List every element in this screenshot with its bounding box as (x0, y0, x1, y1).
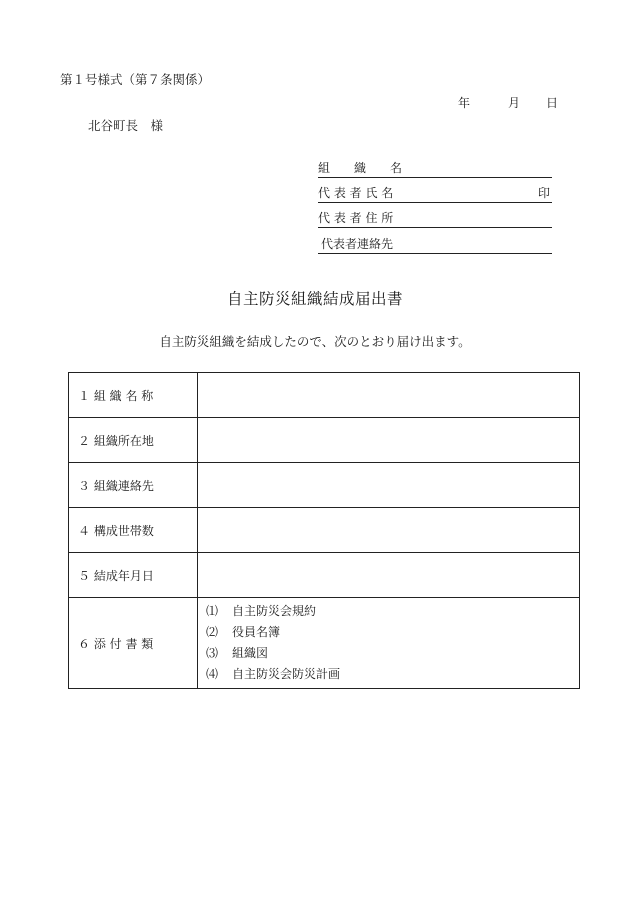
list-item-number: ⑶ (206, 646, 219, 660)
attachments-cell (198, 598, 580, 689)
row-label: １ 組 織 名 称 (69, 373, 198, 418)
list-item-number: ⑴ (206, 604, 219, 618)
list-item (206, 601, 579, 622)
row-label: ３ 組織連絡先 (69, 463, 198, 508)
table-row (69, 418, 580, 463)
rep-contact-label: 代表者連絡先 (321, 237, 394, 251)
intro-text: 自主防災組織を結成したので、次のとおり届け出ます。 (159, 334, 471, 349)
list-item-text: 自主防災会規約 (232, 604, 317, 618)
date-day-label: 日 (546, 96, 559, 110)
table-row-attachments (69, 598, 580, 689)
row-label: ２ 組織所在地 (69, 418, 198, 463)
form-number-label: 第１号様式（第７条関係） (60, 72, 211, 87)
rep-name-label: 代 表 者 氏 名 (318, 186, 394, 200)
rep-name-field[interactable] (318, 185, 552, 203)
list-item-text: 組織図 (232, 646, 269, 660)
list-item-number: ⑷ (206, 667, 219, 681)
list-item-text: 自主防災会防災計画 (232, 667, 341, 681)
seal-mark: 印 (537, 186, 550, 200)
row-value-org-location[interactable] (198, 418, 580, 463)
table-row (69, 373, 580, 418)
rep-address-field[interactable] (318, 210, 552, 228)
org-name-field[interactable] (318, 160, 552, 178)
rep-contact-field[interactable] (318, 236, 552, 254)
addressee: 北谷町長 様 (88, 118, 164, 133)
list-item-number: ⑵ (206, 625, 219, 639)
list-item (206, 643, 579, 664)
row-value-household-count[interactable] (198, 508, 580, 553)
table-row (69, 508, 580, 553)
attachments-list (198, 598, 579, 688)
list-item-text: 役員名簿 (232, 625, 281, 639)
date-month-label: 月 (508, 96, 521, 110)
row-value-org-contact[interactable] (198, 463, 580, 508)
date-year-label: 年 (458, 96, 471, 110)
table-row (69, 463, 580, 508)
row-label: ６ 添 付 書 類 (69, 598, 198, 689)
row-label: ５ 結成年月日 (69, 553, 198, 598)
org-name-label: 組 織 名 (318, 161, 403, 175)
table-row (69, 553, 580, 598)
document-title: 自主防災組織結成届出書 (226, 290, 403, 308)
list-item (206, 622, 579, 643)
row-value-formation-date[interactable] (198, 553, 580, 598)
rep-address-label: 代 表 者 住 所 (318, 211, 394, 225)
notification-form-table (68, 372, 580, 689)
row-value-org-name[interactable] (198, 373, 580, 418)
list-item (206, 664, 579, 685)
row-label: ４ 構成世帯数 (69, 508, 198, 553)
